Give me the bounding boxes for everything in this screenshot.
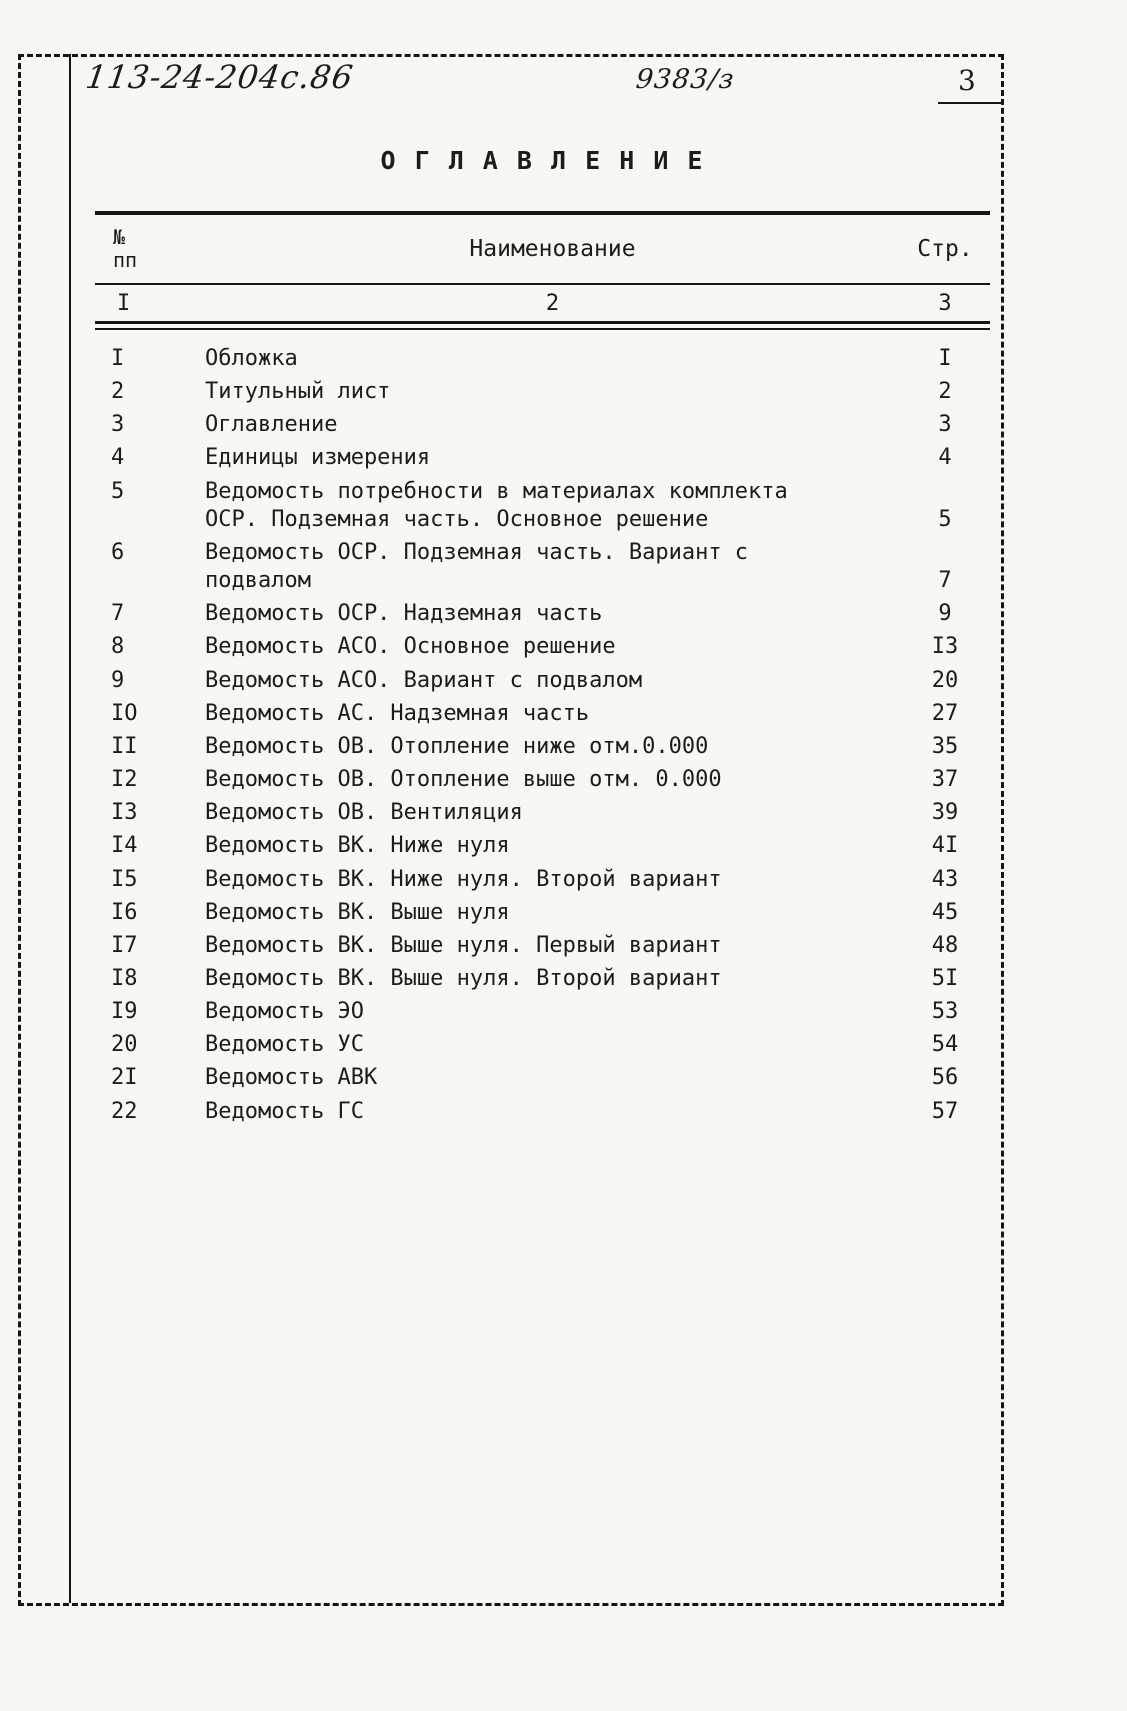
- row-page: 7: [938, 568, 952, 594]
- left-margin-line: [69, 54, 71, 1603]
- column-index-row: [95, 285, 990, 321]
- row-name: Оглавление: [205, 412, 338, 438]
- row-page: 39: [931, 800, 959, 826]
- row-number: I8: [111, 965, 138, 991]
- row-name: Ведомость потребности в материалах комплекта ОСР. Подземная часть. Основное решение: [205, 478, 788, 532]
- table-row: [95, 475, 990, 536]
- table-index-rule: [95, 321, 990, 330]
- row-page: 4: [938, 445, 952, 471]
- table-row: [95, 1095, 990, 1128]
- column-header-number-line2: пп: [113, 248, 138, 272]
- row-name: Ведомость ВК. Ниже нуля: [205, 833, 510, 859]
- row-page: 2: [938, 379, 952, 405]
- row-number: 6: [111, 539, 125, 565]
- row-number: I7: [111, 932, 138, 958]
- row-page: 5: [938, 506, 952, 532]
- table-row: [95, 536, 990, 597]
- row-name: Ведомость ОВ. Вентиляция: [205, 800, 523, 826]
- column-header-name: Наименование: [469, 236, 636, 262]
- row-name: Обложка: [205, 346, 298, 371]
- column-header-number-line1: №: [113, 225, 126, 249]
- row-page: 35: [931, 733, 959, 759]
- row-page: 48: [931, 932, 959, 958]
- row-name: Титульный лист: [205, 379, 391, 405]
- row-name: Ведомость ОВ. Отопление выше отм. 0.000: [205, 767, 722, 793]
- inventory-number: 9383/з: [634, 64, 737, 95]
- row-page: 54: [931, 1032, 959, 1058]
- row-page: 3: [938, 412, 952, 438]
- row-number: I2: [111, 767, 138, 793]
- row-number: I3: [111, 800, 138, 826]
- row-name: Ведомость АСО. Основное решение: [205, 634, 616, 660]
- row-number: I6: [111, 899, 138, 925]
- table-row: [95, 441, 990, 474]
- row-name: Ведомость УС: [205, 1032, 364, 1058]
- table-row: [95, 597, 990, 630]
- row-name: Ведомость АС. Надземная часть: [205, 700, 590, 726]
- column-header-number: [95, 226, 205, 272]
- row-number: 22: [111, 1098, 138, 1124]
- table-row: [95, 1061, 990, 1094]
- row-name: Ведомость ВК. Выше нуля. Второй вариант: [205, 965, 722, 991]
- table-row: [95, 796, 990, 829]
- table-of-contents: [95, 211, 990, 1128]
- row-name: Ведомость ОСР. Подземная часть. Вариант с подвалом: [205, 539, 749, 594]
- row-page: 5I: [931, 965, 959, 991]
- row-name: Ведомость ОСР. Надземная часть: [205, 601, 603, 627]
- table-row: [95, 342, 990, 375]
- table-row: [95, 962, 990, 995]
- table-row: [95, 697, 990, 730]
- row-number: I4: [111, 833, 138, 859]
- row-page: 20: [931, 667, 959, 693]
- row-page: 27: [931, 700, 959, 726]
- row-number: I: [111, 346, 125, 371]
- row-page: 57: [931, 1098, 959, 1124]
- row-number: I5: [111, 866, 138, 892]
- table-row: [95, 863, 990, 896]
- row-name: Ведомость АВК: [205, 1065, 378, 1091]
- row-number: 8: [111, 634, 125, 660]
- row-page: 56: [931, 1065, 959, 1091]
- table-row: [95, 896, 990, 929]
- row-number: 2: [111, 379, 125, 405]
- row-number: 7: [111, 601, 125, 627]
- table-row: [95, 1028, 990, 1061]
- column-index-1: I: [117, 290, 131, 316]
- row-page: 43: [931, 866, 959, 892]
- row-number: 20: [111, 1032, 138, 1058]
- row-name: Ведомость ЭО: [205, 999, 364, 1025]
- row-name: Ведомость АСО. Вариант с подвалом: [205, 667, 643, 693]
- row-name: Единицы измерения: [205, 445, 431, 471]
- row-number: 5: [111, 478, 125, 504]
- table-row: [95, 995, 990, 1028]
- row-page: I: [938, 346, 952, 371]
- column-header-page: Стр.: [917, 236, 973, 262]
- table-row: [95, 929, 990, 962]
- table-row: [95, 375, 990, 408]
- table-body: [95, 342, 990, 1128]
- table-row: [95, 730, 990, 763]
- row-page: 9: [938, 601, 952, 627]
- table-row: [95, 630, 990, 663]
- table-row: [95, 664, 990, 697]
- row-number: 2I: [111, 1065, 138, 1091]
- row-name: Ведомость ВК. Ниже нуля. Второй вариант: [205, 866, 722, 892]
- row-page: 45: [931, 899, 959, 925]
- row-name: Ведомость ВК. Выше нуля. Первый вариант: [205, 932, 722, 958]
- row-page: 37: [931, 767, 959, 793]
- row-number: IO: [111, 700, 138, 726]
- page-title: О Г Л А В Л Е Н И Е: [380, 146, 705, 175]
- page-number: 3: [958, 64, 976, 97]
- row-number: II: [111, 733, 138, 759]
- document-code: 113-24-204c.86: [83, 58, 356, 96]
- row-name: Ведомость ОВ. Отопление ниже отм.0.000: [205, 733, 709, 759]
- row-number: 3: [111, 412, 125, 438]
- table-header-row: [95, 215, 990, 283]
- row-number: I9: [111, 999, 138, 1025]
- row-number: 4: [111, 445, 125, 471]
- row-number: 9: [111, 667, 125, 693]
- table-row: [95, 829, 990, 862]
- column-index-2: 2: [545, 290, 560, 316]
- header-underline: [938, 102, 1002, 104]
- row-page: I3: [931, 634, 959, 660]
- row-name: Ведомость ГС: [205, 1098, 364, 1124]
- row-name: Ведомость ВК. Выше нуля: [205, 899, 510, 925]
- row-page: 4I: [931, 833, 959, 859]
- row-page: 53: [931, 999, 959, 1025]
- table-row: [95, 763, 990, 796]
- table-row: [95, 408, 990, 441]
- column-index-3: 3: [938, 290, 952, 316]
